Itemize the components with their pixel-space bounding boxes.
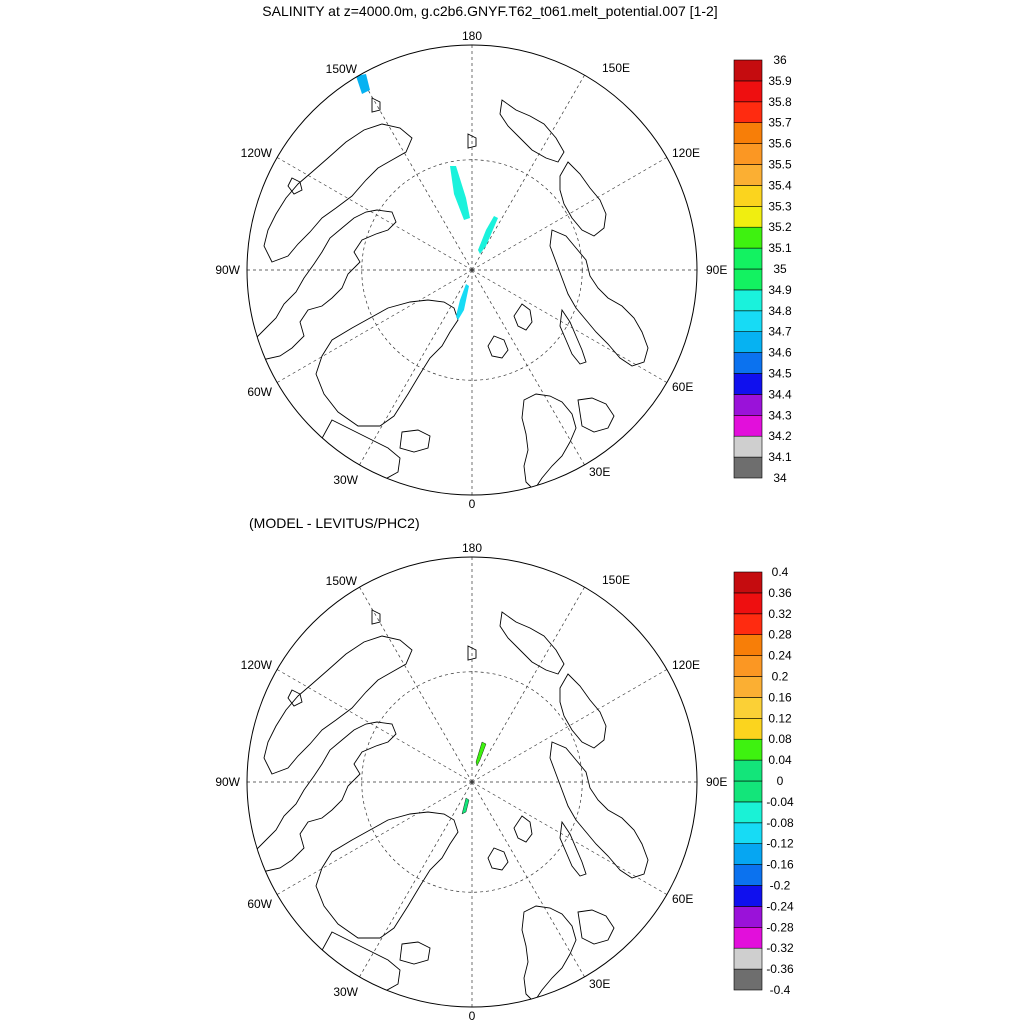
meridian-line — [277, 158, 472, 271]
longitude-label-90e: 90E — [706, 775, 728, 789]
colorbar-cell — [734, 457, 762, 478]
colorbar-cell — [734, 697, 762, 718]
colorbar-cell — [734, 436, 762, 457]
colorbar-label: 34.6 — [768, 345, 792, 360]
coastline — [560, 822, 586, 876]
colorbar-cell — [734, 614, 762, 635]
colorbar-label: 35.3 — [768, 199, 792, 214]
colorbar-label: 35.9 — [768, 73, 792, 88]
colorbar-cell — [734, 593, 762, 614]
meridian-line — [360, 782, 473, 977]
colorbar-label: 0.08 — [768, 732, 792, 747]
colorbar-cell — [734, 81, 762, 102]
coastline — [514, 816, 532, 842]
difference-field — [476, 742, 486, 766]
colorbar-cell — [734, 677, 762, 698]
colorbar-cell — [734, 353, 762, 374]
colorbar-cell — [734, 635, 762, 656]
coastline — [560, 674, 606, 748]
coastline — [250, 722, 396, 872]
coastline — [264, 124, 412, 262]
colorbar-label: 0.12 — [768, 711, 792, 726]
colorbar-cell — [734, 718, 762, 739]
colorbar-cell — [734, 332, 762, 353]
colorbar-cell — [734, 886, 762, 907]
coastline — [320, 420, 400, 484]
colorbar-label: 34 — [773, 471, 787, 485]
longitude-label-60w: 60W — [247, 385, 272, 399]
coastline — [578, 398, 614, 432]
longitude-label-120e: 120E — [672, 658, 701, 672]
colorbar-label: 35.4 — [768, 178, 792, 193]
longitude-label-150e: 150E — [602, 573, 631, 587]
colorbar-label: 0.2 — [771, 669, 789, 684]
longitude-label-30w: 30W — [333, 985, 358, 999]
colorbar-cell — [734, 415, 762, 436]
meridian-line — [472, 587, 585, 782]
colorbar-cell — [734, 165, 762, 186]
longitude-label-150e: 150E — [602, 61, 631, 75]
colorbar-label: -0.28 — [766, 920, 794, 935]
longitude-label-120w: 120W — [240, 146, 272, 160]
coastline — [250, 210, 396, 360]
colorbar-label: 35.1 — [768, 241, 792, 256]
salinity-field — [456, 284, 469, 320]
colorbar-label: 34.8 — [768, 303, 792, 318]
coastline — [500, 612, 564, 674]
meridian-line — [472, 75, 585, 270]
longitude-label-90e: 90E — [706, 263, 728, 277]
colorbar-label: 34.9 — [768, 282, 792, 297]
colorbar-label: 35.6 — [768, 136, 792, 151]
colorbar-cell — [734, 739, 762, 760]
figure-subtitle: (MODEL - LEVITUS/PHC2) — [249, 515, 420, 531]
colorbar-label: -0.08 — [766, 815, 794, 830]
colorbar-label: 34.3 — [768, 408, 792, 423]
coastline — [522, 394, 576, 490]
colorbar-cell — [734, 60, 762, 81]
meridian-line — [472, 782, 585, 977]
meridian-line — [277, 782, 472, 895]
salinity-map — [215, 29, 727, 511]
colorbar-cell — [734, 185, 762, 206]
coastline — [320, 932, 400, 996]
longitude-label-0: 0 — [468, 1009, 476, 1023]
colorbar-label: 35 — [773, 262, 787, 276]
colorbar-label: 35.5 — [768, 157, 792, 172]
colorbar-label: 0 — [776, 774, 784, 788]
longitude-label-60w: 60W — [247, 897, 272, 911]
colorbar-cell — [734, 102, 762, 123]
colorbar-cell — [734, 311, 762, 332]
salinity-colorbar — [734, 53, 792, 485]
colorbar-label: 36 — [773, 53, 787, 67]
colorbar-label: 0.4 — [771, 565, 789, 579]
colorbar-label: -0.16 — [766, 857, 794, 872]
colorbar-label: 0.04 — [768, 753, 792, 768]
colorbar-label: 35.8 — [768, 94, 792, 109]
difference-field — [462, 798, 469, 814]
coastline — [488, 336, 508, 358]
colorbar-label: -0.4 — [769, 983, 791, 997]
coastline — [550, 742, 648, 878]
colorbar-cell — [734, 374, 762, 395]
colorbar-cell — [734, 248, 762, 269]
longitude-label-150w: 150W — [325, 574, 357, 588]
colorbar-label: 0.32 — [768, 606, 792, 621]
colorbar-cell — [734, 948, 762, 969]
colorbar-cell — [734, 802, 762, 823]
longitude-label-120e: 120E — [672, 146, 701, 160]
meridian-line — [472, 270, 667, 383]
coastline — [288, 178, 302, 194]
difference-map — [215, 541, 727, 1023]
colorbar-label: 0.24 — [768, 648, 792, 663]
coastline — [514, 304, 532, 330]
colorbar-cell — [734, 760, 762, 781]
longitude-label-150w: 150W — [325, 62, 357, 76]
coastline — [372, 610, 380, 624]
colorbar-cell — [734, 394, 762, 415]
colorbar-cell — [734, 823, 762, 844]
colorbar-cell — [734, 290, 762, 311]
coastline — [288, 690, 302, 706]
colorbar-cell — [734, 969, 762, 990]
coastline — [264, 636, 412, 774]
longitude-label-90w: 90W — [215, 263, 240, 277]
colorbar-label: 34.4 — [768, 387, 792, 402]
longitude-label-30w: 30W — [333, 473, 358, 487]
colorbar-cell — [734, 123, 762, 144]
colorbar-label: 34.1 — [768, 450, 792, 465]
coastline — [550, 230, 648, 366]
colorbar-cell — [734, 781, 762, 802]
coastline — [400, 430, 430, 452]
longitude-label-60e: 60E — [672, 380, 694, 394]
meridian-line — [472, 270, 585, 465]
colorbar-label: 34.7 — [768, 324, 792, 339]
coastline — [500, 100, 564, 162]
salinity-field — [356, 74, 370, 94]
longitude-label-30e: 30E — [589, 977, 611, 991]
figure-title: SALINITY at z=4000.0m, g.c2b6.GNYF.T62_t061.melt_potential.007 [1-2] — [262, 3, 718, 19]
coastline — [560, 162, 606, 236]
longitude-label-180: 180 — [461, 29, 483, 43]
coastline — [560, 310, 586, 364]
meridian-line — [360, 587, 473, 782]
colorbar-label: 35.2 — [768, 220, 792, 235]
salinity-field — [478, 216, 498, 254]
coastline — [522, 906, 576, 1002]
colorbar-cell — [734, 865, 762, 886]
colorbar-cell — [734, 206, 762, 227]
colorbar-cell — [734, 144, 762, 165]
colorbar-cell — [734, 927, 762, 948]
colorbar-cell — [734, 656, 762, 677]
colorbar-label: -0.24 — [766, 899, 794, 914]
longitude-label-120w: 120W — [240, 658, 272, 672]
colorbar-label: 34.5 — [768, 366, 792, 381]
colorbar-label: -0.12 — [766, 836, 794, 851]
coastline — [488, 848, 508, 870]
colorbar-label: -0.2 — [769, 878, 791, 893]
meridian-line — [472, 782, 667, 895]
coastline — [400, 942, 430, 964]
colorbar-label: -0.04 — [766, 794, 794, 809]
longitude-label-90w: 90W — [215, 775, 240, 789]
meridian-line — [360, 270, 473, 465]
colorbar-cell — [734, 227, 762, 248]
longitude-label-30e: 30E — [589, 465, 611, 479]
longitude-label-180: 180 — [461, 541, 483, 555]
colorbar-label: 0.28 — [768, 627, 792, 642]
longitude-label-0: 0 — [468, 497, 476, 511]
colorbar-cell — [734, 572, 762, 593]
meridian-line — [277, 270, 472, 383]
colorbar-cell — [734, 269, 762, 290]
longitude-label-60e: 60E — [672, 892, 694, 906]
difference-colorbar — [734, 565, 794, 997]
colorbar-label: 35.7 — [768, 115, 792, 130]
colorbar-label: 0.16 — [768, 690, 792, 705]
coastline — [372, 98, 380, 112]
colorbar-label: 34.2 — [768, 429, 792, 444]
colorbar-label: -0.32 — [766, 941, 794, 956]
colorbar-cell — [734, 906, 762, 927]
coastline — [578, 910, 614, 944]
colorbar-label: -0.36 — [766, 962, 794, 977]
meridian-line — [277, 670, 472, 783]
salinity-field — [450, 166, 470, 220]
colorbar-label: 0.36 — [768, 585, 792, 600]
colorbar-cell — [734, 844, 762, 865]
